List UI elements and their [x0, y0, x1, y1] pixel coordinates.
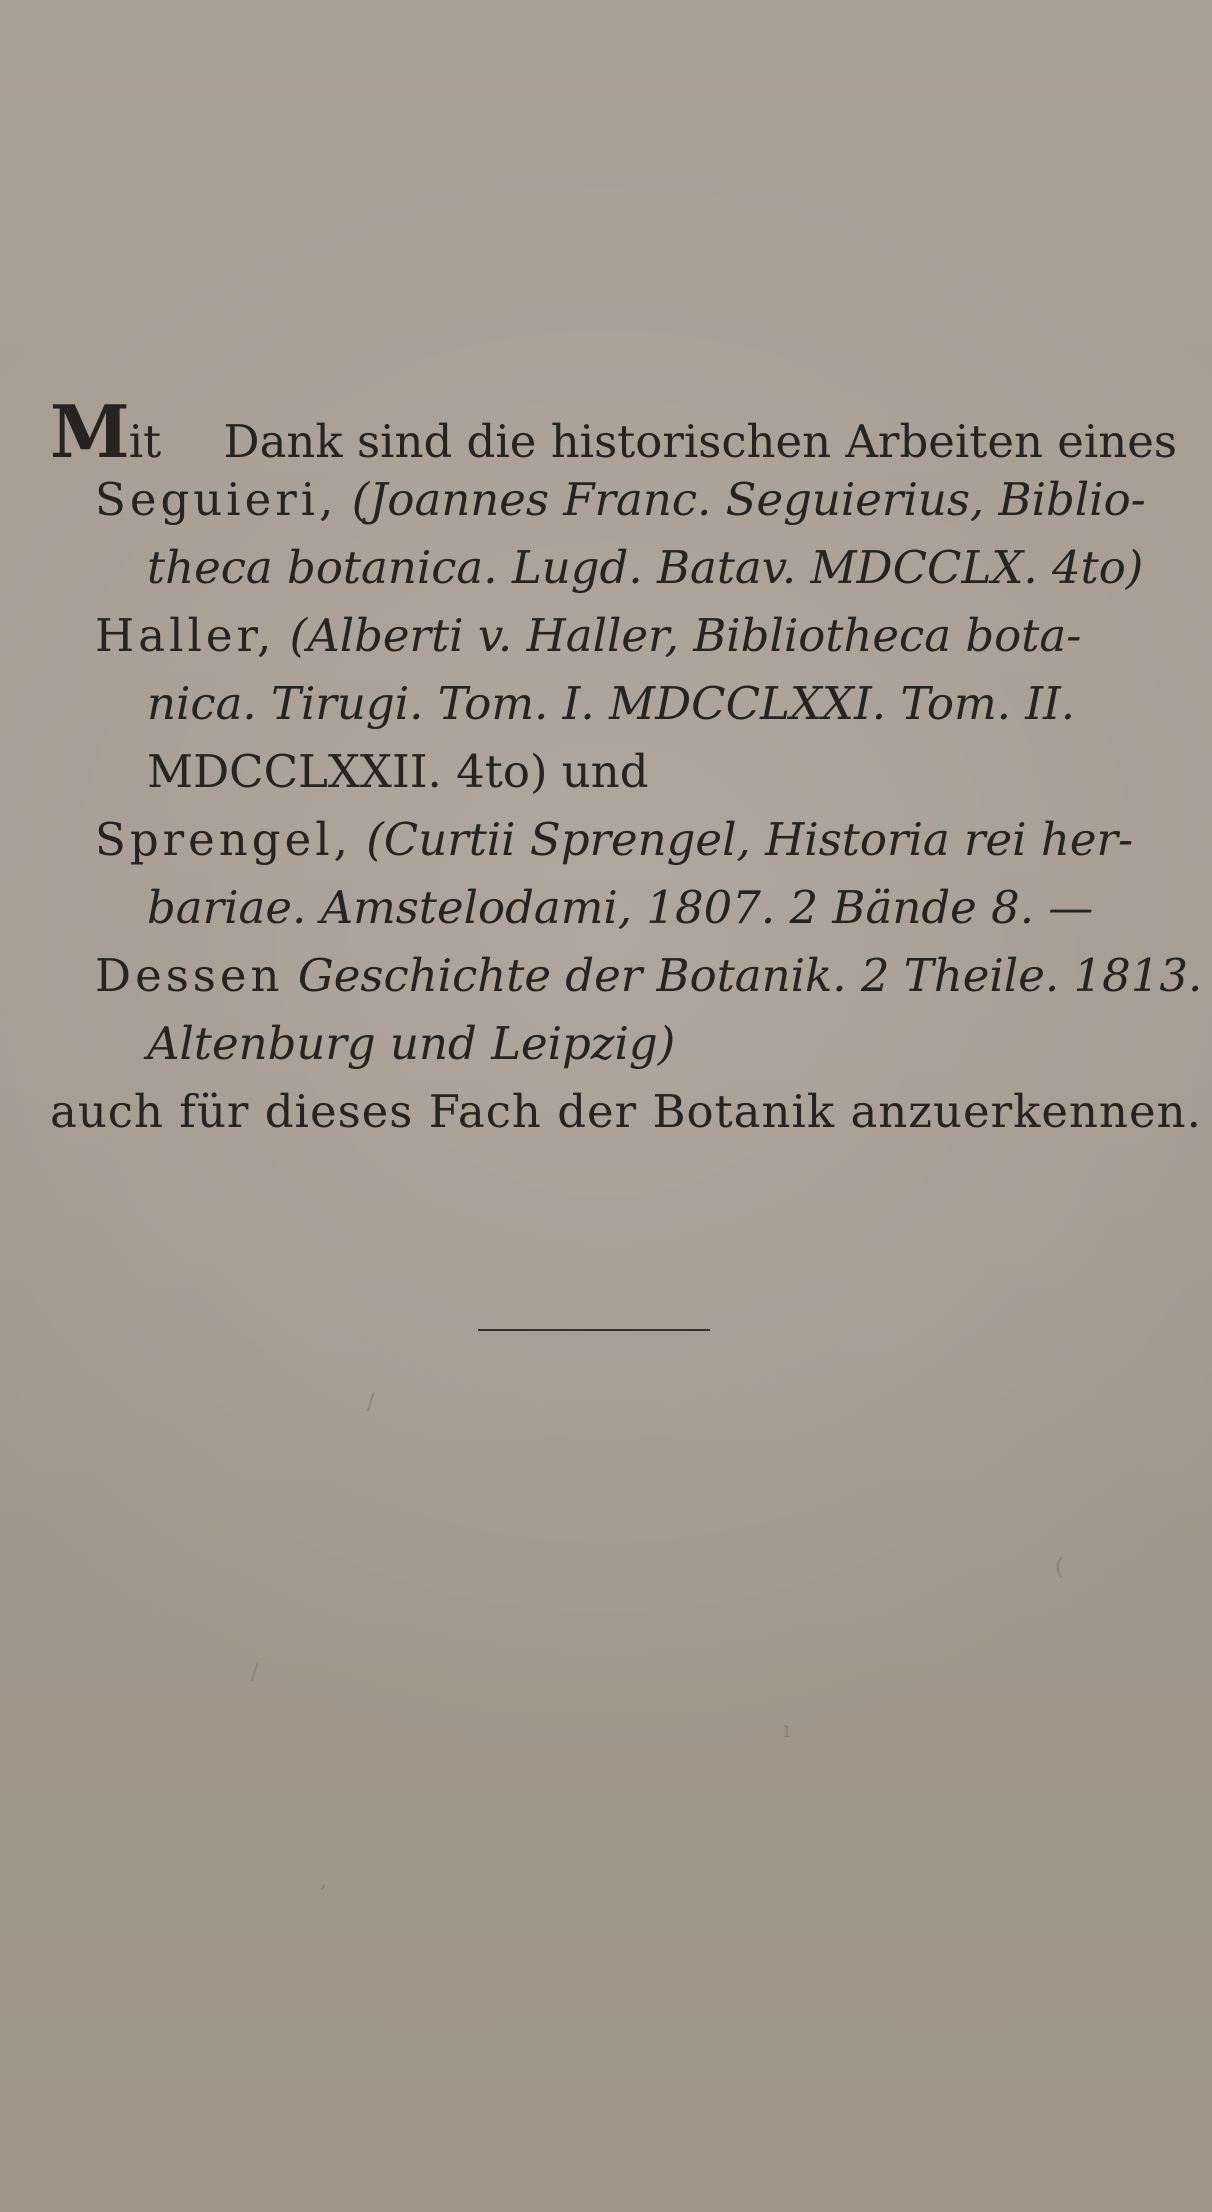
main-paragraph [50, 389, 1203, 1146]
sprengel-citation-line-2: bariae. Amstelodami, 1807. 2 Bände 8. — [147, 881, 1094, 934]
closing-line: auch für dieses Fach der Botanik anzuerkennen. [50, 1085, 1202, 1138]
paper-speck: / [251, 1660, 259, 1685]
author-seguieri: Seguieri, [95, 473, 338, 526]
seguieri-line [50, 466, 1180, 534]
sprengel-line [50, 806, 1180, 874]
author-sprengel: Sprengel, [95, 813, 352, 866]
sprengel-citation-start: (Curtii Sprengel, Historia rei her- [366, 813, 1134, 866]
opening-line-text: Dank sind die historischen Arbeiten eines [223, 415, 1177, 468]
dessen-label: Dessen [95, 949, 284, 1002]
haller-citation-line-2: nica. Tirugi. Tom. I. MDCCLXXI. Tom. II. [147, 677, 1076, 730]
drop-cap-initial: M [50, 389, 129, 474]
paper-speck: ı [783, 1718, 791, 1743]
seguieri-citation-continued: theca botanica. Lugd. Batav. MDCCLX. 4to) [147, 541, 1144, 594]
haller-citation-line-3: MDCCLXXII. 4to) und [147, 745, 649, 798]
altenburg-leipzig-line: Altenburg und Leipzig) [147, 1017, 676, 1070]
opening-line [50, 389, 1177, 474]
section-divider [478, 1329, 710, 1331]
paper-speck: , [320, 1868, 327, 1893]
dessen-title: Geschichte der Botanik. 2 Theile. 1813. [297, 949, 1203, 1002]
paper-speck: / [367, 1390, 375, 1415]
seguieri-citation-start: (Joannes Franc. Seguierius, Biblio- [351, 473, 1146, 526]
paper-speck: ( [1055, 1555, 1064, 1580]
initial-word-block [50, 389, 162, 476]
author-haller: Haller, [95, 609, 276, 662]
haller-citation-start: (Alberti v. Haller, Bibliotheca bota- [289, 609, 1082, 662]
dessen-line [50, 942, 1203, 1010]
initial-word-tail: it [128, 415, 162, 468]
haller-line [50, 602, 1180, 670]
